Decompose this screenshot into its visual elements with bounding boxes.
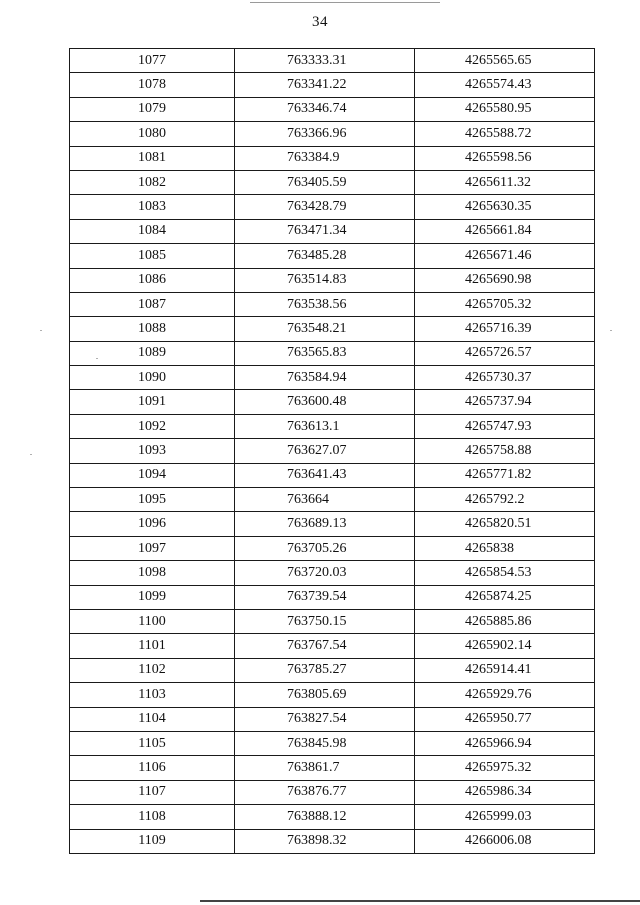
table-row <box>70 341 595 365</box>
point-number-cell: 1088 <box>70 317 235 341</box>
point-number-cell: 1086 <box>70 268 235 292</box>
y-coordinate-cell: 4265671.46 <box>415 244 595 268</box>
x-coordinate-cell: 763471.34 <box>235 219 415 243</box>
table-row <box>70 390 595 414</box>
x-coordinate-cell: 763613.1 <box>235 414 415 438</box>
point-number-cell: 1082 <box>70 170 235 194</box>
table-row <box>70 683 595 707</box>
y-coordinate-cell: 4265986.34 <box>415 780 595 804</box>
y-coordinate-cell: 4265914.41 <box>415 658 595 682</box>
x-coordinate-cell: 763333.31 <box>235 49 415 73</box>
scan-speck <box>610 330 612 331</box>
point-number-cell: 1083 <box>70 195 235 219</box>
point-number-cell: 1081 <box>70 146 235 170</box>
table-row <box>70 805 595 829</box>
y-coordinate-cell: 4265598.56 <box>415 146 595 170</box>
x-coordinate-cell: 763861.7 <box>235 756 415 780</box>
x-coordinate-cell: 763548.21 <box>235 317 415 341</box>
point-number-cell: 1106 <box>70 756 235 780</box>
y-coordinate-cell: 4265771.82 <box>415 463 595 487</box>
point-number-cell: 1077 <box>70 49 235 73</box>
point-number-cell: 1107 <box>70 780 235 804</box>
point-number-cell: 1090 <box>70 366 235 390</box>
y-coordinate-cell: 4265580.95 <box>415 97 595 121</box>
y-coordinate-cell: 4265737.94 <box>415 390 595 414</box>
table-row <box>70 146 595 170</box>
y-coordinate-cell: 4265747.93 <box>415 414 595 438</box>
x-coordinate-cell: 763805.69 <box>235 683 415 707</box>
y-coordinate-cell: 4265574.43 <box>415 73 595 97</box>
table-row <box>70 536 595 560</box>
x-coordinate-cell: 763514.83 <box>235 268 415 292</box>
table-row <box>70 292 595 316</box>
x-coordinate-cell: 763384.9 <box>235 146 415 170</box>
top-scan-edge <box>250 2 440 3</box>
point-number-cell: 1093 <box>70 439 235 463</box>
y-coordinate-cell: 4265999.03 <box>415 805 595 829</box>
x-coordinate-cell: 763600.48 <box>235 390 415 414</box>
table-row <box>70 609 595 633</box>
table-row <box>70 317 595 341</box>
table-row <box>70 195 595 219</box>
table-row <box>70 366 595 390</box>
x-coordinate-cell: 763888.12 <box>235 805 415 829</box>
table-row <box>70 268 595 292</box>
point-number-cell: 1109 <box>70 829 235 853</box>
x-coordinate-cell: 763827.54 <box>235 707 415 731</box>
point-number-cell: 1094 <box>70 463 235 487</box>
x-coordinate-cell: 763565.83 <box>235 341 415 365</box>
point-number-cell: 1103 <box>70 683 235 707</box>
point-number-cell: 1104 <box>70 707 235 731</box>
coordinates-table <box>69 48 595 854</box>
table-row <box>70 244 595 268</box>
y-coordinate-cell: 4265716.39 <box>415 317 595 341</box>
point-number-cell: 1098 <box>70 561 235 585</box>
table-row <box>70 122 595 146</box>
x-coordinate-cell: 763845.98 <box>235 731 415 755</box>
x-coordinate-cell: 763405.59 <box>235 170 415 194</box>
x-coordinate-cell: 763739.54 <box>235 585 415 609</box>
y-coordinate-cell: 4265630.35 <box>415 195 595 219</box>
table-row <box>70 561 595 585</box>
point-number-cell: 1100 <box>70 609 235 633</box>
point-number-cell: 1096 <box>70 512 235 536</box>
table-row <box>70 658 595 682</box>
y-coordinate-cell: 4265792.2 <box>415 488 595 512</box>
point-number-cell: 1079 <box>70 97 235 121</box>
y-coordinate-cell: 4265902.14 <box>415 634 595 658</box>
scan-speck <box>96 358 98 359</box>
point-number-cell: 1089 <box>70 341 235 365</box>
table-row <box>70 731 595 755</box>
scan-speck <box>40 330 42 331</box>
y-coordinate-cell: 4265854.53 <box>415 561 595 585</box>
x-coordinate-cell: 763428.79 <box>235 195 415 219</box>
point-number-cell: 1099 <box>70 585 235 609</box>
x-coordinate-cell: 763485.28 <box>235 244 415 268</box>
table-row <box>70 97 595 121</box>
point-number-cell: 1080 <box>70 122 235 146</box>
table-row <box>70 488 595 512</box>
bottom-scan-edge <box>200 900 640 902</box>
table-row <box>70 512 595 536</box>
x-coordinate-cell: 763341.22 <box>235 73 415 97</box>
table-row <box>70 170 595 194</box>
point-number-cell: 1105 <box>70 731 235 755</box>
y-coordinate-cell: 4265838 <box>415 536 595 560</box>
table-row <box>70 829 595 853</box>
point-number-cell: 1092 <box>70 414 235 438</box>
table-row <box>70 707 595 731</box>
x-coordinate-cell: 763705.26 <box>235 536 415 560</box>
table-row <box>70 414 595 438</box>
x-coordinate-cell: 763584.94 <box>235 366 415 390</box>
x-coordinate-cell: 763876.77 <box>235 780 415 804</box>
table-row <box>70 439 595 463</box>
scan-speck <box>30 454 32 455</box>
y-coordinate-cell: 4265588.72 <box>415 122 595 146</box>
x-coordinate-cell: 763720.03 <box>235 561 415 585</box>
table-row <box>70 219 595 243</box>
point-number-cell: 1102 <box>70 658 235 682</box>
x-coordinate-cell: 763641.43 <box>235 463 415 487</box>
y-coordinate-cell: 4265820.51 <box>415 512 595 536</box>
table-row <box>70 73 595 97</box>
point-number-cell: 1078 <box>70 73 235 97</box>
x-coordinate-cell: 763785.27 <box>235 658 415 682</box>
y-coordinate-cell: 4265885.86 <box>415 609 595 633</box>
x-coordinate-cell: 763538.56 <box>235 292 415 316</box>
point-number-cell: 1108 <box>70 805 235 829</box>
y-coordinate-cell: 4265975.32 <box>415 756 595 780</box>
y-coordinate-cell: 4265611.32 <box>415 170 595 194</box>
y-coordinate-cell: 4265730.37 <box>415 366 595 390</box>
x-coordinate-cell: 763767.54 <box>235 634 415 658</box>
y-coordinate-cell: 4266006.08 <box>415 829 595 853</box>
y-coordinate-cell: 4265950.77 <box>415 707 595 731</box>
y-coordinate-cell: 4265726.57 <box>415 341 595 365</box>
coordinates-table-body <box>70 49 595 854</box>
x-coordinate-cell: 763750.15 <box>235 609 415 633</box>
point-number-cell: 1084 <box>70 219 235 243</box>
table-row <box>70 780 595 804</box>
table-row <box>70 634 595 658</box>
y-coordinate-cell: 4265661.84 <box>415 219 595 243</box>
x-coordinate-cell: 763689.13 <box>235 512 415 536</box>
x-coordinate-cell: 763366.96 <box>235 122 415 146</box>
x-coordinate-cell: 763898.32 <box>235 829 415 853</box>
y-coordinate-cell: 4265758.88 <box>415 439 595 463</box>
y-coordinate-cell: 4265966.94 <box>415 731 595 755</box>
y-coordinate-cell: 4265565.65 <box>415 49 595 73</box>
table-row <box>70 49 595 73</box>
point-number-cell: 1085 <box>70 244 235 268</box>
table-row <box>70 585 595 609</box>
point-number-cell: 1101 <box>70 634 235 658</box>
x-coordinate-cell: 763664 <box>235 488 415 512</box>
table-row <box>70 463 595 487</box>
y-coordinate-cell: 4265705.32 <box>415 292 595 316</box>
point-number-cell: 1097 <box>70 536 235 560</box>
x-coordinate-cell: 763346.74 <box>235 97 415 121</box>
point-number-cell: 1087 <box>70 292 235 316</box>
point-number-cell: 1095 <box>70 488 235 512</box>
y-coordinate-cell: 4265874.25 <box>415 585 595 609</box>
table-row <box>70 756 595 780</box>
point-number-cell: 1091 <box>70 390 235 414</box>
y-coordinate-cell: 4265929.76 <box>415 683 595 707</box>
y-coordinate-cell: 4265690.98 <box>415 268 595 292</box>
x-coordinate-cell: 763627.07 <box>235 439 415 463</box>
page-number: 34 <box>312 14 328 30</box>
